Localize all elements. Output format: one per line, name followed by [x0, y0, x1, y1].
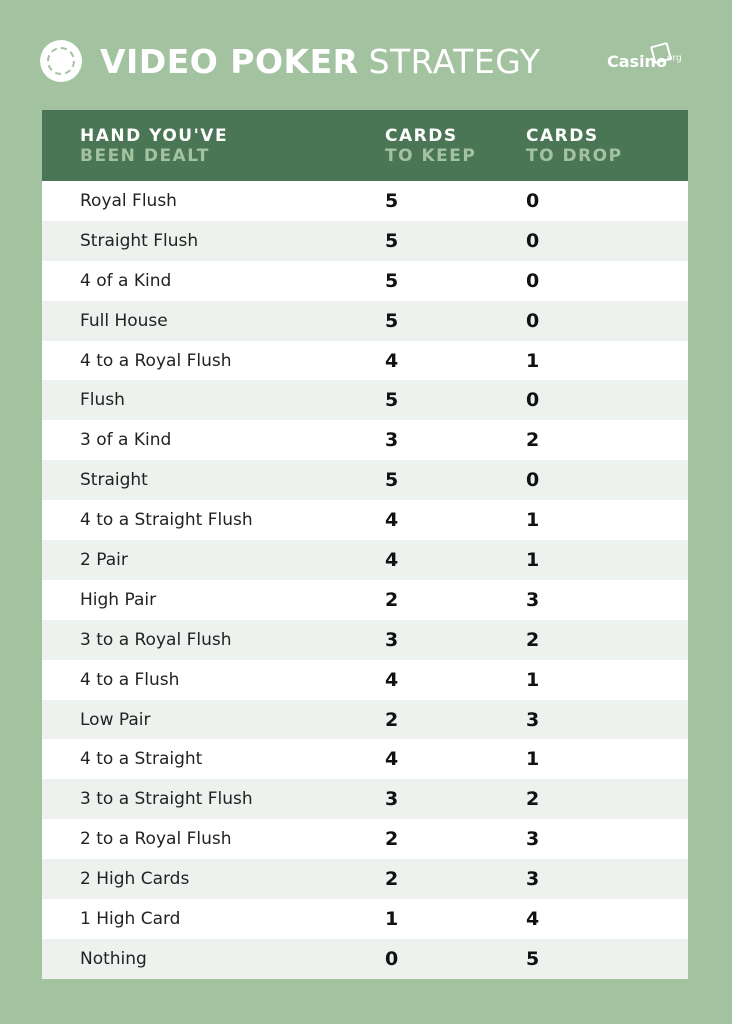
hand-cell: 2 Pair: [80, 549, 128, 570]
drop-cell: 1: [526, 748, 540, 771]
drop-cell: 0: [526, 229, 540, 252]
drop-cell: 2: [526, 429, 540, 452]
table-row: [42, 580, 688, 620]
drop-cell: 3: [526, 588, 540, 611]
table-row: [42, 939, 688, 979]
keep-cell: 4: [385, 668, 399, 691]
drop-cell: 2: [526, 628, 540, 651]
hand-cell: 2 to a Royal Flush: [80, 829, 232, 850]
header-line: TO DROP: [526, 146, 623, 166]
table-row: [42, 660, 688, 700]
drop-cell: 3: [526, 708, 540, 731]
hand-cell: 4 to a Flush: [80, 669, 180, 690]
logo-text: Casino: [607, 52, 667, 71]
keep-cell: 4: [385, 748, 399, 771]
drop-cell: 0: [526, 189, 540, 212]
table-row: [42, 221, 688, 261]
keep-cell: 4: [385, 509, 399, 532]
title-light: STRATEGY: [368, 41, 541, 81]
hand-cell: Royal Flush: [80, 190, 177, 211]
header-hand: [42, 110, 385, 181]
table-row: [42, 859, 688, 899]
hand-cell: 2 High Cards: [80, 869, 190, 890]
hand-cell: 1 High Card: [80, 908, 181, 929]
hand-cell: Full House: [80, 310, 168, 331]
table-row: [42, 540, 688, 580]
table-row: [42, 700, 688, 740]
keep-cell: 5: [385, 269, 399, 292]
keep-cell: 5: [385, 229, 399, 252]
hand-cell: 4 to a Royal Flush: [80, 350, 232, 371]
table-row: [42, 819, 688, 859]
casino-org-logo: [607, 52, 682, 71]
keep-cell: 0: [385, 947, 399, 970]
table-row: [42, 301, 688, 341]
logo-suffix: org: [666, 53, 682, 64]
table-row: [42, 620, 688, 660]
table-row: [42, 739, 688, 779]
hand-cell: 3 of a Kind: [80, 430, 172, 451]
table-row: [42, 420, 688, 460]
drop-cell: 0: [526, 269, 540, 292]
keep-cell: 5: [385, 389, 399, 412]
table-row: [42, 261, 688, 301]
hand-cell: 4 of a Kind: [80, 270, 172, 291]
keep-cell: 4: [385, 548, 399, 571]
drop-cell: 1: [526, 509, 540, 532]
header-line: HAND YOU'VE: [80, 126, 229, 146]
drop-cell: 1: [526, 548, 540, 571]
keep-cell: 5: [385, 309, 399, 332]
header-line: CARDS: [385, 126, 458, 146]
header-line: CARDS: [526, 126, 599, 146]
page-title: [40, 38, 540, 84]
drop-cell: 4: [526, 907, 540, 930]
header-line: TO KEEP: [385, 146, 477, 166]
drop-cell: 0: [526, 469, 540, 492]
table-row: [42, 500, 688, 540]
keep-cell: 5: [385, 189, 399, 212]
table-row: [42, 181, 688, 221]
hand-cell: 3 to a Straight Flush: [80, 789, 253, 810]
strategy-table: [42, 110, 688, 979]
poker-chip-icon: [40, 40, 82, 82]
keep-cell: 2: [385, 828, 399, 851]
drop-cell: 5: [526, 947, 540, 970]
drop-cell: 2: [526, 788, 540, 811]
keep-cell: 1: [385, 907, 399, 930]
hand-cell: Flush: [80, 390, 125, 411]
hand-cell: High Pair: [80, 589, 157, 610]
keep-cell: 2: [385, 588, 399, 611]
keep-cell: 3: [385, 429, 399, 452]
hand-cell: 4 to a Straight: [80, 749, 203, 770]
table-row: [42, 460, 688, 500]
hand-cell: 4 to a Straight Flush: [80, 510, 253, 531]
keep-cell: 2: [385, 708, 399, 731]
hand-cell: Low Pair: [80, 709, 151, 730]
table-header: [42, 110, 688, 181]
drop-cell: 1: [526, 668, 540, 691]
table-body: [42, 181, 688, 979]
header-line: BEEN DEALT: [80, 146, 210, 166]
hand-cell: Straight: [80, 470, 148, 491]
keep-cell: 4: [385, 349, 399, 372]
title-bold: VIDEO POKER: [100, 41, 359, 81]
drop-cell: 1: [526, 349, 540, 372]
table-row: [42, 899, 688, 939]
keep-cell: 2: [385, 868, 399, 891]
table-row: [42, 341, 688, 381]
keep-cell: 3: [385, 788, 399, 811]
keep-cell: 5: [385, 469, 399, 492]
table-row: [42, 779, 688, 819]
header-keep: [385, 110, 526, 181]
drop-cell: 3: [526, 828, 540, 851]
drop-cell: 3: [526, 868, 540, 891]
drop-cell: 0: [526, 389, 540, 412]
drop-cell: 0: [526, 309, 540, 332]
table-row: [42, 380, 688, 420]
hand-cell: 3 to a Royal Flush: [80, 629, 232, 650]
hand-cell: Straight Flush: [80, 230, 199, 251]
keep-cell: 3: [385, 628, 399, 651]
header-drop: [526, 110, 688, 181]
hand-cell: Nothing: [80, 948, 147, 969]
